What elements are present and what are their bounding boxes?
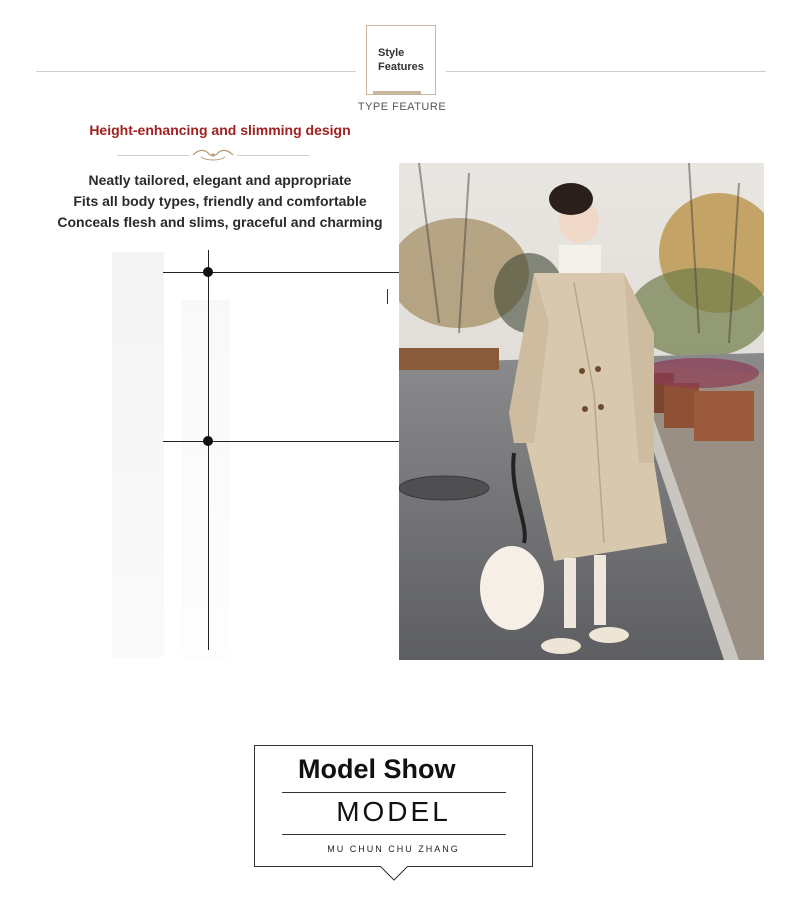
diagram-marker-dot <box>203 436 213 446</box>
diagram-pointer-line-bottom <box>163 441 399 442</box>
feature-line: Neatly tailored, elegant and appropriate <box>88 172 352 188</box>
model-show-title: Model Show <box>298 754 456 784</box>
detail-image-placeholder <box>112 252 164 657</box>
feature-line: Fits all body types, friendly and comfortable <box>73 193 367 209</box>
header-divider-left <box>36 71 356 72</box>
model-photo <box>399 163 764 660</box>
diagram-vertical-line <box>208 250 209 650</box>
model-show-box <box>254 745 533 867</box>
diagram-tick <box>387 289 388 304</box>
flourish-ornament-icon <box>191 148 235 162</box>
feature-headline: Height-enhancing and slimming design <box>89 122 351 138</box>
headline-rule-left <box>117 155 189 156</box>
chevron-down-icon <box>380 866 408 882</box>
diagram-marker-dot <box>203 267 213 277</box>
detail-image-placeholder-secondary <box>182 300 230 660</box>
feature-line: Conceals flesh and slims, graceful and charming <box>57 214 383 230</box>
model-subtitle: MODEL <box>336 796 451 827</box>
badge-accent-bar <box>373 91 421 94</box>
feature-list <box>30 170 410 233</box>
model-rule-top <box>282 792 506 793</box>
model-rule-bottom <box>282 834 506 835</box>
style-features-badge <box>366 25 436 95</box>
model-caption: MU CHUN CHU ZHANG <box>327 844 460 854</box>
header-divider-right <box>446 71 766 72</box>
badge-label: Style Features <box>378 47 424 73</box>
headline-rule-right <box>237 155 309 156</box>
type-feature-label: TYPE FEATURE <box>357 101 447 113</box>
diagram-pointer-line-top <box>163 272 399 273</box>
